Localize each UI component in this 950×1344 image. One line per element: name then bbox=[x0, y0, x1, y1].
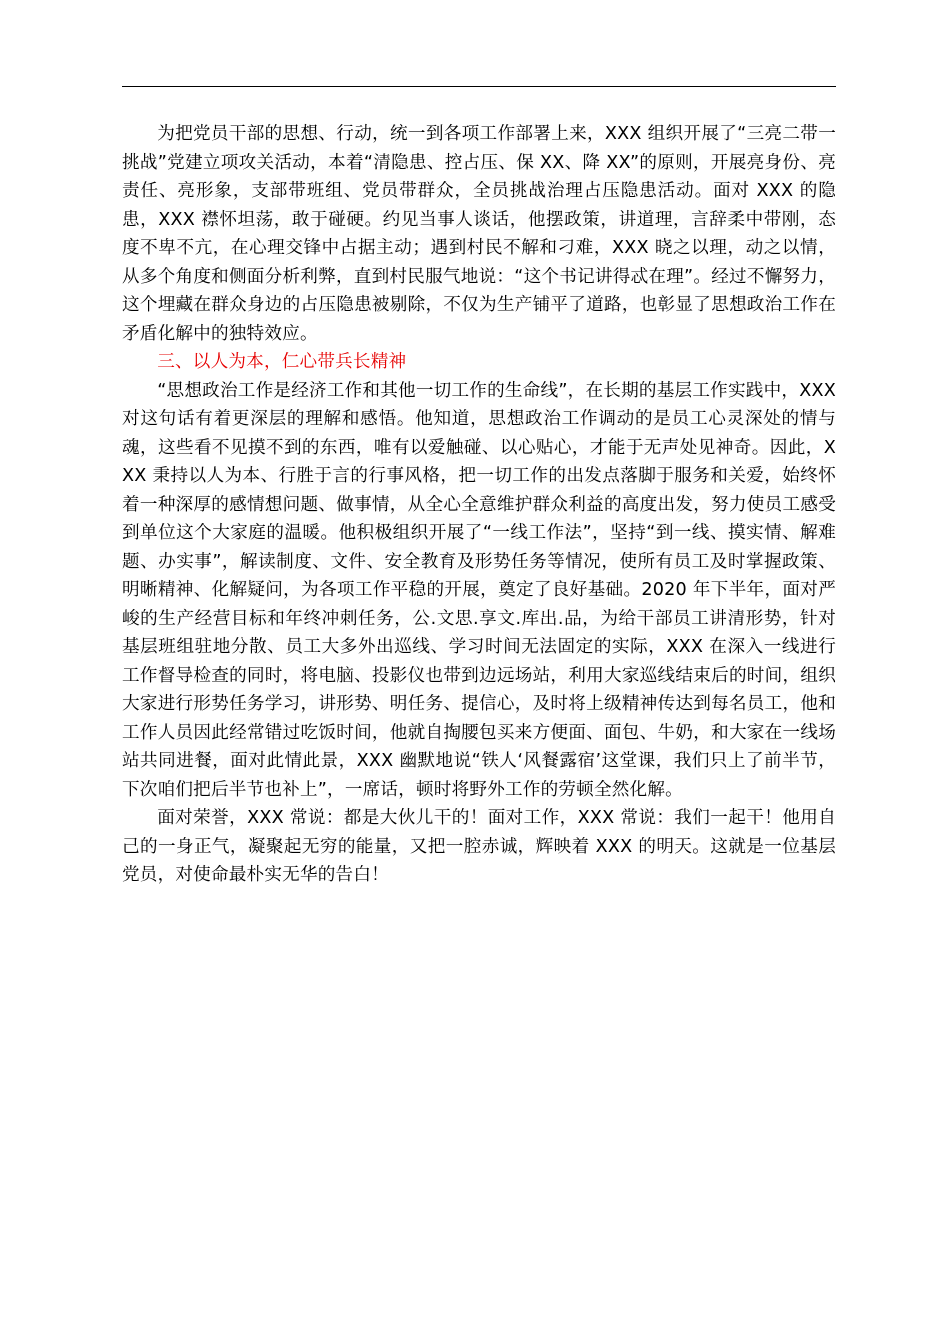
header-rule bbox=[122, 86, 836, 87]
paragraph-people-oriented: “思想政治工作是经济工作和其他一切工作的生命线”，在长期的基层工作实践中，XXX 对这句话有着更深层的理解和感悟。他知道，思想政治工作调动的是员工心灵深处的情与魂，这些看不见摸不到的东西，唯有以爱触碰、以心贴心，才能于无声处见神奇。因此，XXX 秉持以人为本、行胜于言的行事风格，把一切工作的出发点落脚于服务和关爱，始终怀着一种深厚的感情想问题、做事情，从全心全意维护群众利益的高度出发，努力使员工感受到单位这个大家庭的温暖。他积极组织开展了“一线工作法”，坚持“到一线、摸实情、解难题、办实事”，解读制度、文件、安全教育及形势任务等情况，使所有员工及时掌握政策、明晰精神、化解疑问，为各项工作平稳的开展，奠定了良好基础。2020 年下半年，面对严峻的生产经营目标和年终冲刺任务，公.文思.享文.库出.品，为给干部员工讲清形势，针对基层班组驻地分散、员工大多外出巡线、学习时间无法固定的实际，XXX 在深入一线进行工作督导检查的同时，将电脑、投影仪也带到边远场站，利用大家巡线结束后的时间，组织大家进行形势任务学习，讲形势、明任务、提信心，及时将上级精神传达到每名员工，他和工作人员因此经常错过吃饭时间，他就自掏腰包买来方便面、面包、牛奶，和大家在一线场站共同进餐，面对此情此景，XXX 幽默地说“铁人‘风餐露宿’这堂课，我们只上了前半节，下次咱们把后半节也补上”，一席话，顿时将野外工作的劳顿全然化解。 bbox=[122, 380, 836, 800]
paragraph-party-building: 为把党员干部的思想、行动，统一到各项工作部署上来，XXX 组织开展了“三亮二带一挑战”党建立项攻关活动，本着“清隐患、控占压、保 XX、降 XX”的原则，开展亮身份、亮责任、亮形象，支部带班组、党员带群众，全员挑战治理占压隐患活动。面对 XXX 的隐患，XXX 襟怀坦荡，敢于碰硬。约见当事人谈话，他摆政策，讲道理，言辞柔中带刚，态度不卑不亢，在心理交锋中占据主动；遇到村民不解和刁难，XXX 晓之以理，动之以情，从多个角度和侧面分析利弊，直到村民服气地说：“这个书记讲得忒在理”。经过不懈努力，这个埋藏在群众身边的占压隐患被剔除，不仅为生产铺平了道路，也彰显了思想政治工作在矛盾化解中的独特效应。 bbox=[122, 124, 836, 344]
document-body bbox=[122, 120, 836, 890]
section-heading-3: 三、以人为本，仁心带兵长精神 bbox=[157, 352, 407, 372]
paragraph-conclusion: 面对荣誉，XXX 常说：都是大伙儿干的！面对工作，XXX 常说：我们一起干！他用自己的一身正气，凝聚起无穷的能量，又把一腔赤诚，辉映着 XXX 的明天。这就是一位基层党员，对使命最朴实无华的告白！ bbox=[122, 808, 836, 885]
